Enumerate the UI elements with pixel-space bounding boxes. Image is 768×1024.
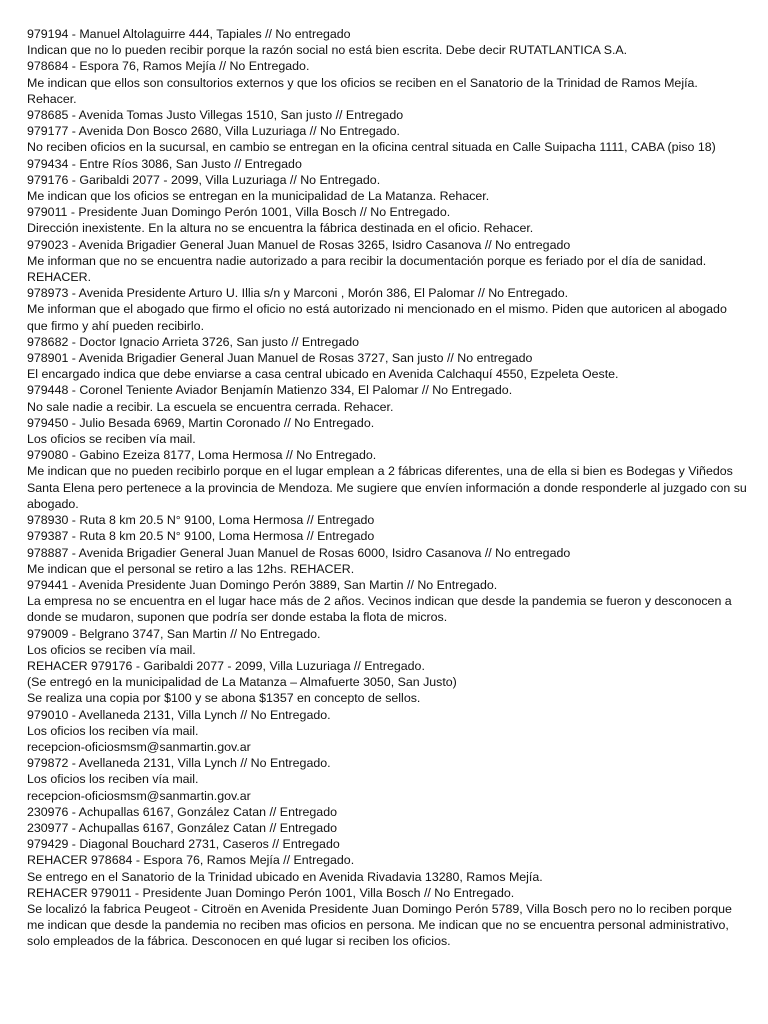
document-line: 979872 - Avellaneda 2131, Villa Lynch // No Entregado. <box>27 756 331 771</box>
document-line: 979450 - Julio Besada 6969, Martin Coronado // No Entregado. <box>27 415 375 430</box>
document-line: 978973 - Avenida Presidente Arturo U. Illia s/n y Marconi , Morón 386, El Palomar // No Entregado. <box>27 286 569 301</box>
document-line: Los oficios los reciben vía mail. <box>27 772 199 787</box>
document-line: 979434 - Entre Ríos 3086, San Justo // Entregado <box>27 156 302 171</box>
document-line: recepcion-oficiosmsm@sanmartin.gov.ar <box>27 788 251 803</box>
document-line: 978901 - Avenida Brigadier General Juan Manuel de Rosas 3727, San justo // No entregado <box>27 351 533 366</box>
document-line: Los oficios se reciben vía mail. <box>27 642 196 657</box>
document-line: 978685 - Avenida Tomas Justo Villegas 1510, San justo // Entregado <box>27 108 404 123</box>
document-line: Se entrego en el Sanatorio de la Trinidad ubicado en Avenida Rivadavia 13280, Ramos Mejía. <box>27 869 543 884</box>
document-line: 230977 - Achupallas 6167, González Catan // Entregado <box>27 820 337 835</box>
document-line: No reciben oficios en la sucursal, en cambio se entregan en la oficina central situada en Calle Suipacha 1111, CABA (piso 18) <box>27 140 716 155</box>
document-line: El encargado indica que debe enviarse a casa central ubicado en Avenida Calchaquí 4550, Ezpeleta Oeste. <box>27 367 619 382</box>
document-line: Me indican que no pueden recibirlo porque en el lugar emplean a 2 fábricas diferentes, una de ella si bien es Bodegas y Viñedos Santa Elena pero pertenece a la provincia de Mendoza. Me sugiere que envíen información a donde responderle al juzgado con su abogado. <box>27 464 747 511</box>
document-line: 979429 - Diagonal Bouchard 2731, Caseros // Entregado <box>27 837 340 852</box>
document-line: La empresa no se encuentra en el lugar hace más de 2 años. Vecinos indican que desde la pandemia se fueron y desconocen a donde se mudaron, suponen que podría ser donde estaba la flota de micros. <box>27 594 732 625</box>
document-line: 979010 - Avellaneda 2131, Villa Lynch // No Entregado. <box>27 707 331 722</box>
document-line: Me informan que no se encuentra nadie autorizado a para recibir la documentación porque es feriado por el día de sanidad. REHACER. <box>27 253 707 285</box>
document-line: 978682 - Doctor Ignacio Arrieta 3726, San justo // Entregado <box>27 334 360 349</box>
document-line: 979080 - Gabino Ezeiza 8177, Loma Hermosa // No Entregado. <box>27 448 377 463</box>
document-line: Indican que no lo pueden recibir porque la razón social no está bien escrita. Debe decir RUTATLANTICA S.A. <box>27 43 628 58</box>
document-line: REHACER 979011 - Presidente Juan Domingo Perón 1001, Villa Bosch // No Entregado. <box>27 885 515 900</box>
document-line: Me indican que el personal se retiro a las 12hs. REHACER. <box>27 561 355 576</box>
document-line: 979387 - Ruta 8 km 20.5 N° 9100, Loma Hermosa // Entregado <box>27 529 375 544</box>
document-line: 979011 - Presidente Juan Domingo Perón 1001, Villa Bosch // No Entregado. <box>27 205 451 220</box>
document-line: No sale nadie a recibir. La escuela se encuentra cerrada. Rehacer. <box>27 399 394 414</box>
document-line: Dirección inexistente. En la altura no se encuentra la fábrica destinada en el oficio. Rehacer. <box>27 221 534 236</box>
document-line: Los oficios se reciben vía mail. <box>27 432 196 447</box>
document-line: Los oficios los reciben vía mail. <box>27 723 199 738</box>
document-line: Se realiza una copia por $100 y se abona $1357 en concepto de sellos. <box>27 691 421 706</box>
document-line: Se localizó la fabrica Peugeot - Citroën en Avenida Presidente Juan Domingo Perón 5789, Villa Bosch pero no lo reciben porque me indican que desde la pandemia no reciben mas oficios en persona. Me indican que no se encuentra personal administrativo, solo empleados de la fábrica. Desconocen en qué lugar si reciben los oficios. <box>27 901 732 949</box>
document-line: 978930 - Ruta 8 km 20.5 N° 9100, Loma Hermosa // Entregado <box>27 513 375 528</box>
document-line: 230976 - Achupallas 6167, González Catan // Entregado <box>27 804 337 819</box>
document-line: REHACER 979176 - Garibaldi 2077 - 2099, Villa Luzuriaga // Entregado. <box>27 658 425 673</box>
document-line: 979177 - Avenida Don Bosco 2680, Villa Luzuriaga // No Entregado. <box>27 124 400 139</box>
document-line: Me indican que ellos son consultorios externos y que los oficios se reciben en el Sanatorio de la Trinidad de Ramos Mejía. Rehacer. <box>27 75 698 106</box>
document-line: 979023 - Avenida Brigadier General Juan Manuel de Rosas 3265, Isidro Casanova // No entregado <box>27 237 571 252</box>
document-line: Me informan que el abogado que firmo el oficio no está autorizado ni mencionado en el mismo. Piden que autoricen al abogado que firmo y ahí pueden recibirlo. <box>27 302 727 333</box>
document-line: 979009 - Belgrano 3747, San Martin // No Entregado. <box>27 626 321 641</box>
document-line: recepcion-oficiosmsm@sanmartin.gov.ar <box>27 739 251 754</box>
document-line: 979448 - Coronel Teniente Aviador Benjamín Matienzo 334, El Palomar // No Entregado. <box>27 383 513 398</box>
document-line: REHACER 978684 - Espora 76, Ramos Mejía // Entregado. <box>27 853 355 868</box>
document-line: 979441 - Avenida Presidente Juan Domingo Perón 3889, San Martin // No Entregado. <box>27 577 498 592</box>
document-line: 978887 - Avenida Brigadier General Juan Manuel de Rosas 6000, Isidro Casanova // No entregado <box>27 545 571 560</box>
document-line: 978684 - Espora 76, Ramos Mejía // No Entregado. <box>27 59 310 74</box>
document-line: Me indican que los oficios se entregan en la municipalidad de La Matanza. Rehacer. <box>27 189 490 204</box>
document-line: 979194 - Manuel Altolaguirre 444, Tapiales // No entregado <box>27 27 351 41</box>
document-line: 979176 - Garibaldi 2077 - 2099, Villa Luzuriaga // No Entregado. <box>27 172 381 187</box>
document-line: (Se entregó en la municipalidad de La Matanza – Almafuerte 3050, San Justo) <box>27 675 457 690</box>
